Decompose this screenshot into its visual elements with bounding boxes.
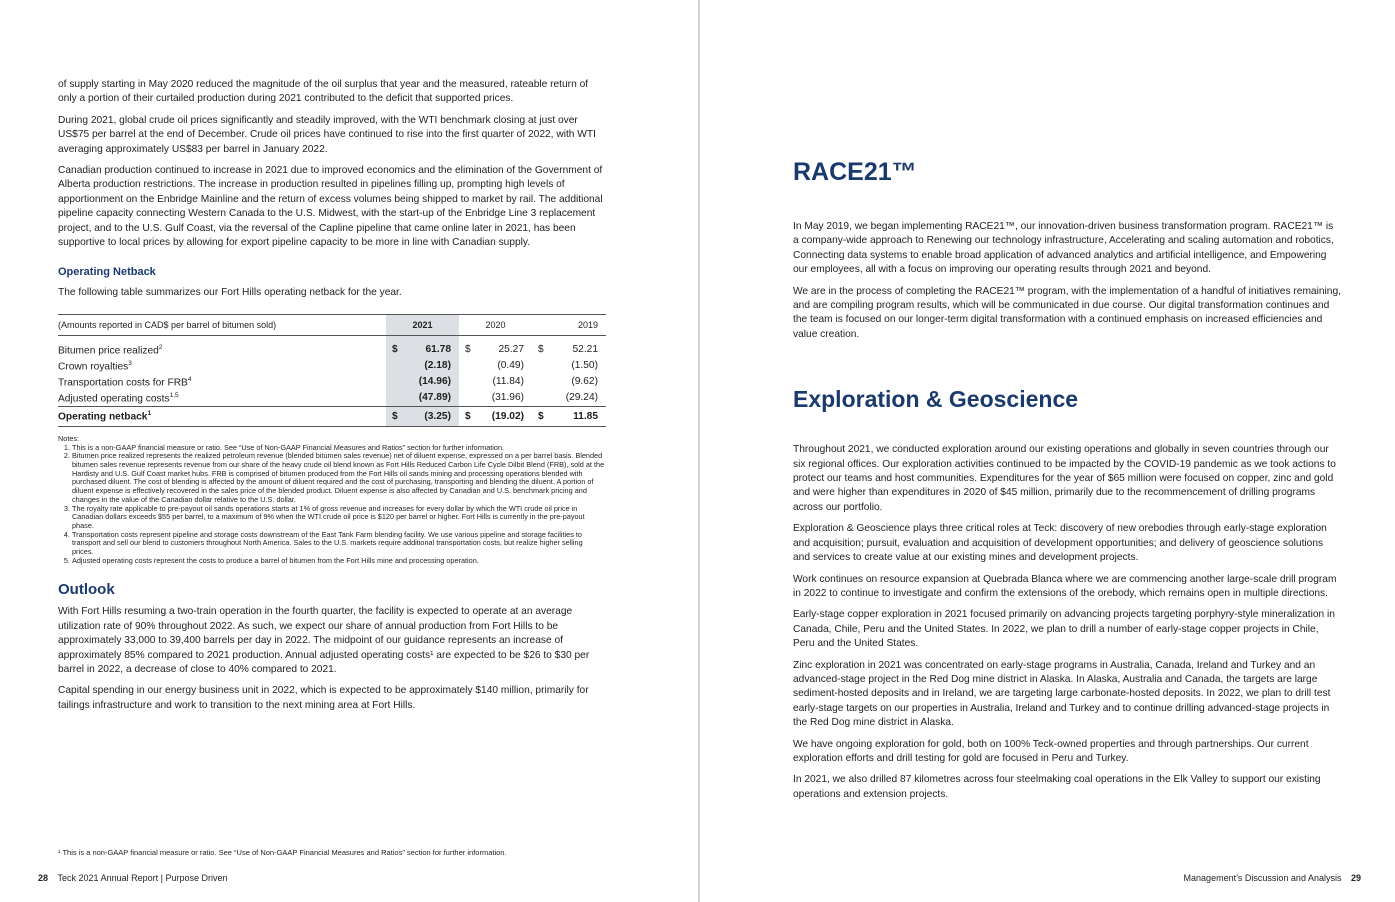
netback-body <box>58 335 606 426</box>
year-header: 2020 <box>459 314 532 335</box>
row-label-text: Adjusted operating costs <box>58 393 170 405</box>
body-paragraph: Zinc exploration in 2021 was concentrated on early-stage programs in Australia, Canada, Ireland and Turkey and an advanced-stage project in the Red Dog mine district in Alaska. In Alaska, Australia and Canada, the targets are large sediment-hosted deposits and in Ireland, we are targeting large carbonate-hosted deposits. In 2022, we plan to drill test early-stage targets on our properties in Australia, Ireland and Turkey and to continue drilling advanced-stage projects in the Red Dog mine district in Alaska. <box>793 659 1331 729</box>
row-label-text: Crown royalties <box>58 361 129 373</box>
row-label-text: Operating netback <box>58 411 148 423</box>
outlook-heading: Outlook <box>58 581 115 599</box>
body-paragraph: Exploration & Geoscience plays three critical roles at Teck: discovery of new orebodies through early-stage exploration and acquisition; pursuit, evaluation and acquisition of development opportunities; and delivery of geoscience solutions and services to create value at our existing mines and development projects. <box>793 523 1327 564</box>
currency-symbol <box>386 358 408 374</box>
currency-symbol: $ <box>386 342 408 358</box>
currency-symbol <box>386 374 408 390</box>
cell-value: (1.50) <box>571 360 598 372</box>
page-footnote: ¹ This is a non-GAAP financial measure or ratio. See “Use of Non-GAAP Financial Measures and Ratios” section for further information. <box>58 848 507 857</box>
body-paragraph: We are in the process of completing the RACE21™ program, with the implementation of a handful of initiatives remaining, and are compiling program results, which will be communicated in due course. Our digital transformation continues and the team is focused on our longer-term digital transformation with a continued emphasis on increased efficiencies and value creation. <box>793 285 1341 340</box>
currency-symbol <box>532 390 554 407</box>
cell-value: (47.89) <box>408 390 459 407</box>
cell-value: (2.18) <box>408 358 459 374</box>
currency-symbol <box>386 390 408 407</box>
row-label <box>58 406 386 426</box>
row-label <box>58 390 386 407</box>
left-column <box>58 78 606 720</box>
body-paragraph: Work continues on resource expansion at Quebrada Blanca where we are commencing another large-scale drill program in 2022 to continue to investigate and confirm the extensions of the orebody, which remains open in multiple directions. <box>793 573 1337 599</box>
cell-value: (14.96) <box>408 374 459 390</box>
footer-text: Management’s Discussion and Analysis <box>1183 873 1342 883</box>
body-paragraph: In 2021, we also drilled 87 kilometres across four steelmaking coal operations in the Elk Valley to support our existing operations and extension projects. <box>793 774 1321 800</box>
right-column <box>793 158 1341 809</box>
row-label <box>58 342 386 358</box>
year-header: 2019 <box>532 314 606 335</box>
exploration-heading: Exploration & Geoscience <box>793 386 1079 413</box>
body-paragraph: With Fort Hills resuming a two-train operation in the fourth quarter, the facility is expected to operate at an average utilization rate of 90% throughout 2022. As such, we expect our share of annual production from Fort Hills to be approximately 33,000 to 39,400 barrels per day in 2022. The midpoint of our guidance represents an increase of approximately 85% compared to 2021 production. Annual adjusted operating costs¹ are expected to be $26 to $30 per barrel in 2022, a decrease of close to 40% compared to 2021. <box>58 606 590 676</box>
currency-symbol <box>459 390 481 407</box>
note-item: 1. This is a non-GAAP financial measure or ratio. See “Use of Non-GAAP Financial Measures and Ratios” section for further information. <box>72 444 606 453</box>
cell-value: (0.49) <box>497 360 524 372</box>
row-label <box>58 374 386 390</box>
table-header-row <box>58 314 606 335</box>
right-page <box>700 0 1395 902</box>
table-total-row <box>58 406 606 426</box>
page-number: 28 <box>38 873 49 883</box>
currency-symbol: $ <box>459 406 481 426</box>
row-footnote-ref: 4 <box>187 375 192 383</box>
table-row <box>58 358 606 374</box>
note-item: 4. Transportation costs represent pipeline and storage costs downstream of the East Tank Farm blending facility. We use various pipeline and storage facilities to transport and sell our blend to customers throughout North America. Sales to the U.S. markets require additional transportation costs, but realize higher selling prices. <box>72 531 606 557</box>
body-paragraph: In May 2019, we began implementing RACE21™, our innovation-driven business transformation program. RACE21™ is a company-wide approach to Renewing our technology infrastructure, Accelerating and scaling automation and robotics, Connecting data systems to enable broad application of advanced analytics and artificial intelligence, and Empowering our employees, all with a focus on improving our operating results through 2021 and beyond. <box>793 221 1334 276</box>
row-footnote-ref: 3 <box>128 359 132 367</box>
cell-value: 61.78 <box>408 342 459 358</box>
row-footnote-ref: 1,5 <box>169 391 179 399</box>
currency-symbol <box>459 358 481 374</box>
currency-symbol <box>459 374 481 390</box>
note-item: 2. Bitumen price realized represents the realized petroleum revenue (blended bitumen sales revenue) net of diluent expense, expressed on a per barrel basis. Blended bitumen sales revenue represents revenue from our share of the heavy crude oil blend known as Fort Hills Reduced Carbon Life Cycle Dilbit Blend (FRB), sold at the Hardisty and U.S. Gulf Coast market hubs. FRB is comprised of bitumen produced from the Fort Hills oil sands mining and processing operations blended with purchased diluent. The cost of blending is affected by the amount of diluent required and the cost of purchasing, transporting and blending the diluent. A portion of diluent expense is effectively recovered in the sales price of the blended product. Diluent expense is also affected by Canadian and U.S. benchmark pricing and changes in the value of the Canadian dollar relative to the U.S. dollar. <box>72 452 606 504</box>
row-label-text: Bitumen price realized <box>58 345 159 357</box>
netback-intro: The following table summarizes our Fort Hills operating netback for the year. <box>58 287 402 299</box>
cell-value: (19.02) <box>481 406 532 426</box>
year-header: 2021 <box>386 314 459 335</box>
cell-value: 52.21 <box>572 344 598 356</box>
footer-text: Teck 2021 Annual Report | Purpose Driven <box>57 873 228 883</box>
table-notes <box>58 435 606 566</box>
currency-symbol: $ <box>386 406 408 426</box>
cell-value: (29.24) <box>565 392 598 404</box>
currency-symbol: $ <box>538 344 544 356</box>
notes-label: Notes: <box>58 433 80 443</box>
netback-table <box>58 314 606 427</box>
race21-heading: RACE21™ <box>793 158 917 186</box>
body-paragraph: We have ongoing exploration for gold, both on 100% Teck-owned properties and through partnerships. Our current exploration efforts and drill testing for gold are focused in Peru and Turkey. <box>793 738 1309 764</box>
body-paragraph: of supply starting in May 2020 reduced the magnitude of the oil surplus that year and the measured, rateable return of only a portion of their curtailed production during 2021 contributed to the deficit that supported prices. <box>58 79 589 105</box>
cell-value: (11.84) <box>492 376 524 388</box>
body-paragraph: Canadian production continued to increase in 2021 due to improved economics and the elimination of the Government of Alberta production restrictions. The increase in production resulted in pipelines filling up, prompting high levels of apportionment on the Enbridge Mainline and the return of excess volumes being shipped to market by rail. The additional pipeline capacity connecting Western Canada to the U.S. Midwest, with the start-up of the Enbridge Line 3 replacement project, and to the U.S. Gulf Coast, via the reversal of the Capline pipeline that came online later in 2021, has been supportive to local prices by allowing for export pipeline capacity to be more in line with Canadian supply. <box>58 165 603 249</box>
currency-symbol <box>532 358 554 374</box>
table-caption: (Amounts reported in CAD$ per barrel of bitumen sold) <box>58 314 386 335</box>
body-paragraph: Early-stage copper exploration in 2021 focused primarily on advancing projects targeting porphyry-style mineralization in Canada, Chile, Peru and the United States. In 2022, we plan to drill a number of early-stage copper projects in Chile, Peru and the United States. <box>793 609 1335 650</box>
body-paragraph: During 2021, global crude oil prices significantly and steadily improved, with the WTI benchmark closing at just over US$75 per barrel at the end of December. Crude oil prices have continued to rise into the first quarter of 2022, with WTI averaging approximately US$83 per barrel in January 2022. <box>58 114 596 155</box>
note-item: 3. The royalty rate applicable to pre-payout oil sands operations starts at 1% of gross revenue and increases for every dollar by which the WTI crude oil price in Canadian dollars exceeds $55 per barrel, to a maximum of 9% when the WTI crude oil price is $120 per barrel or higher. Fort Hills is currently in the pre-payout phase. <box>72 505 606 531</box>
row-footnote-ref: 1 <box>147 410 152 418</box>
body-paragraph: Capital spending in our energy business unit in 2022, which is expected to be approximately $140 million, primarily for tailings infrastructure and work to transition to the next mining area at Fort Hills. <box>58 685 589 711</box>
table-row <box>58 374 606 390</box>
operating-netback-heading: Operating Netback <box>58 266 156 279</box>
right-footer <box>1184 873 1361 883</box>
table-row <box>58 390 606 407</box>
cell-value: 11.85 <box>554 406 606 426</box>
cell-value: (3.25) <box>408 406 459 426</box>
left-footer <box>38 873 227 883</box>
row-label <box>58 358 386 374</box>
cell-value: 25.27 <box>498 344 524 356</box>
body-paragraph: Throughout 2021, we conducted exploration around our existing operations and globally in seven countries through our six regional offices. Our exploration activities continued to be impacted by the COVID-19 pandemic as we took actions to protect our teams and host communities. Expenditures for the year of $65 million were focused on copper, zinc and gold and were higher than expenditures in 2020 of $45 million, primarily due to the recommencement of drilling programs across our portfolio. <box>793 444 1336 513</box>
currency-symbol: $ <box>532 406 554 426</box>
cell-value: (31.96) <box>491 392 524 404</box>
currency-symbol: $ <box>465 344 471 356</box>
page-number: 29 <box>1350 873 1361 883</box>
currency-symbol <box>532 374 554 390</box>
row-label-text: Transportation costs for FRB <box>58 377 188 389</box>
note-item: 5. Adjusted operating costs represent the costs to produce a barrel of bitumen from the Fort Hills mine and processing operation. <box>72 557 606 566</box>
cell-value: (9.62) <box>571 376 598 388</box>
row-footnote-ref: 2 <box>158 343 163 351</box>
table-row <box>58 342 606 358</box>
